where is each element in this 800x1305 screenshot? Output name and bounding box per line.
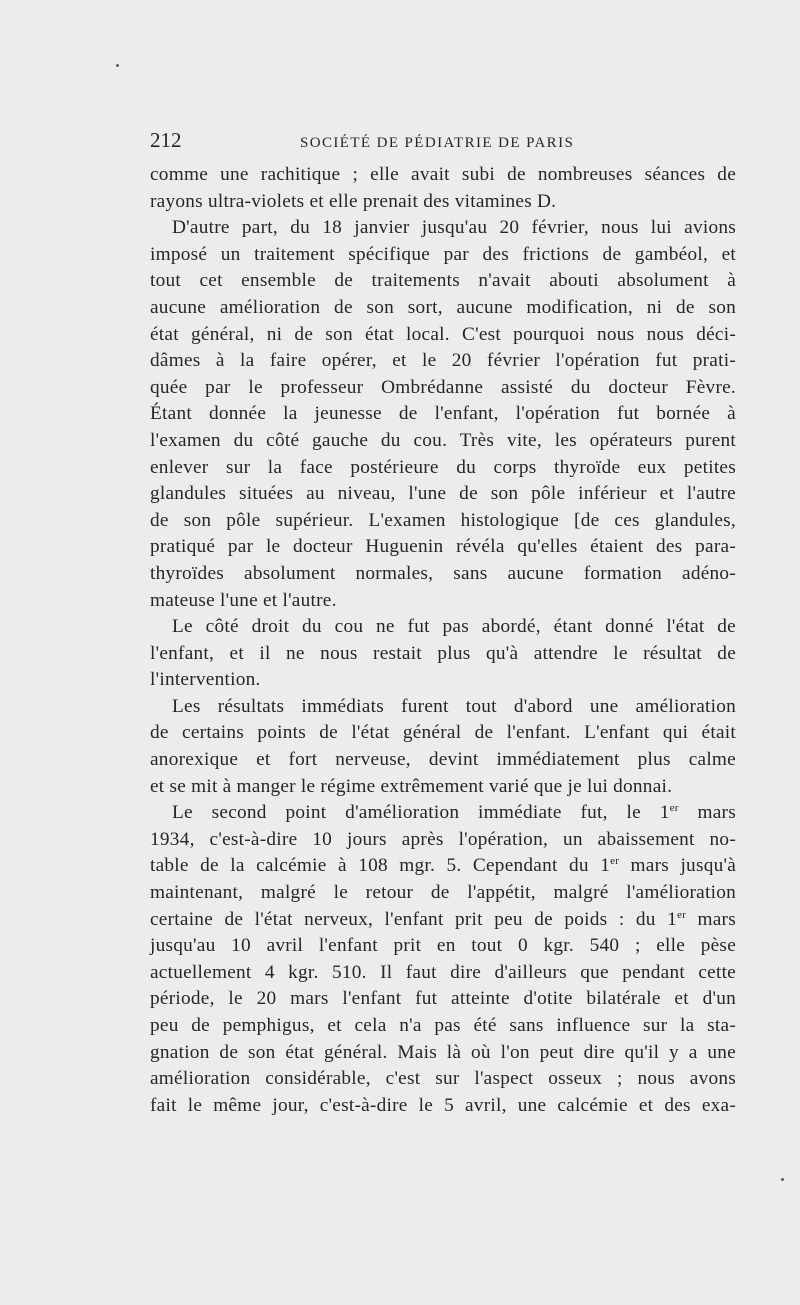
text-line: l'intervention. — [150, 669, 261, 691]
text-line: thyroïdes absolument normales, sans aucune formation adéno- — [150, 562, 736, 584]
text-line: période, le 20 mars l'enfant fut atteinte d'otite bilatérale et d'un — [150, 988, 736, 1010]
text-fragment: certaine de l'état nerveux, l'enfant prit peu de poids : du 1 — [150, 908, 678, 930]
text-line: peu de pemphigus, et cela n'a pas été sans influence sur la sta- — [150, 1015, 736, 1036]
text-line — [150, 853, 736, 880]
text-line: enlever sur la face postérieure du corps thyroïde eux petites — [150, 456, 736, 478]
text-line: gnation de son état général. Mais là où l'on peut dire qu'il y a une — [150, 1041, 736, 1063]
text-line — [150, 907, 736, 934]
text-fragment: mars — [686, 908, 736, 930]
text-line: de certains points de l'état général de l'enfant. L'enfant qui était — [150, 722, 736, 744]
text-line: quée par le professeur Ombrédanne assisté du docteur Fèvre. — [150, 376, 736, 398]
body-text — [150, 162, 736, 1119]
text-line: état général, ni de son état local. C'est pourquoi nous nous déci- — [150, 323, 736, 345]
superscript: er — [610, 855, 620, 868]
text-line: Les résultats immédiats furent tout d'abord une amélioration — [172, 695, 736, 717]
text-line: pratiqué par le docteur Huguenin révéla qu'elles étaient des para- — [150, 536, 736, 558]
superscript: er — [669, 802, 679, 815]
text-line — [150, 800, 736, 827]
text-line: l'examen du côté gauche du cou. Très vite, les opérateurs purent — [150, 429, 736, 451]
text-fragment: mars jusqu'à — [619, 855, 737, 877]
text-line: 1934, c'est-à-dire 10 jours après l'opération, un abaissement no- — [150, 828, 736, 850]
text-line: comme une rachitique ; elle avait subi de nombreuses séances de — [150, 164, 736, 185]
text-line: amélioration considérable, c'est sur l'aspect osseux ; nous avons — [150, 1068, 736, 1090]
text-line: aucune amélioration de son sort, aucune modification, ni de son — [150, 296, 736, 318]
text-line: et se mit à manger le régime extrêmement varié que je lui donnai. — [150, 775, 673, 797]
text-line: Le côté droit du cou ne fut pas abordé, étant donné l'état de — [172, 616, 736, 638]
text-line: Étant donnée la jeunesse de l'enfant, l'opération fut bornée à — [150, 403, 736, 425]
page-header — [150, 128, 740, 158]
text-line: jusqu'au 10 avril l'enfant prit en tout 0 kgr. 540 ; elle pèse — [150, 935, 736, 957]
text-line: tout cet ensemble de traitements n'avait abouti absolument à — [150, 270, 736, 292]
text-line: maintenant, malgré le retour de l'appétit, malgré l'amélioration — [150, 882, 736, 904]
text-line: mateuse l'une et l'autre. — [150, 589, 337, 611]
text-line: D'autre part, du 18 janvier jusqu'au 20 février, nous lui avions — [172, 217, 736, 239]
text-line: dâmes à la faire opérer, et le 20 février l'opération fut prati- — [150, 350, 736, 372]
text-line: anorexique et fort nerveuse, devint immédiatement plus calme — [150, 749, 736, 771]
text-line: de son pôle supérieur. L'examen histologique [de ces glandules, — [150, 509, 736, 531]
text-fragment: table de la calcémie à 108 mgr. 5. Cependant du 1 — [150, 855, 611, 877]
text-line: glandules situées au niveau, l'une de son pôle inférieur et l'autre — [150, 483, 736, 505]
print-speck — [781, 1178, 784, 1181]
running-head: SOCIÉTÉ DE PÉDIATRIE DE PARIS — [300, 135, 575, 151]
text-fragment: Le second point d'amélioration immédiate fut, le 1 — [172, 802, 670, 824]
superscript: er — [677, 908, 687, 921]
text-line: rayons ultra-violets et elle prenait des vitamines D. — [150, 190, 557, 212]
text-line: actuellement 4 kgr. 510. Il faut dire d'ailleurs que pendant cette — [150, 961, 736, 983]
text-line: l'enfant, et il ne nous restait plus qu'à attendre le résultat de — [150, 642, 736, 664]
text-line: imposé un traitement spécifique par des frictions de gambéol, et — [150, 243, 736, 265]
text-line: fait le même jour, c'est-à-dire le 5 avril, une calcémie et des exa- — [150, 1094, 736, 1116]
page-number: 212 — [150, 128, 182, 152]
print-speck — [116, 64, 119, 67]
text-fragment: mars — [678, 802, 736, 824]
